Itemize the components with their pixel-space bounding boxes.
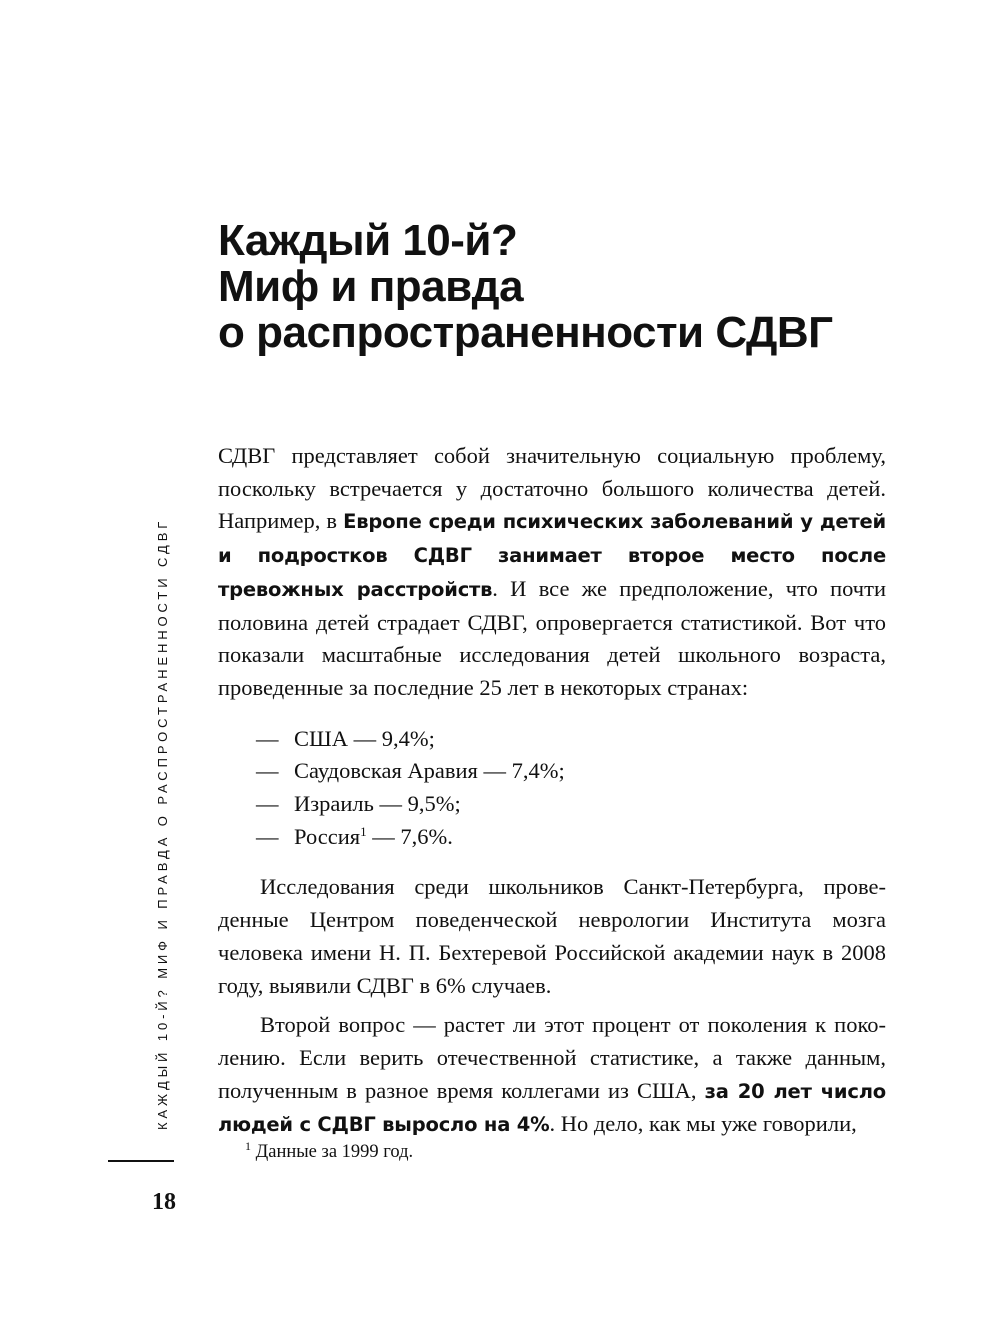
paragraph-second-question-text-1: Второй вопрос — растет ли этот процент от поколения к поколению. Если верить отечественной статистике, а также данным, полученным в разное время коллегами из США, — [218, 1012, 886, 1103]
list-item-usa — [256, 723, 886, 756]
paragraph-second-question-bold: за 20 лет число людей с СДВГ выросло на 4% — [218, 1079, 886, 1137]
list-dash: — — [256, 758, 279, 784]
list-item-text: США — 9,4%; — [294, 725, 435, 751]
paragraph-second-question — [218, 1009, 886, 1142]
footnote-reference: 1 — [360, 823, 367, 839]
paragraph-intro-text-1: СДВГ представляет собой значительную социальную проблему, поскольку встречается у достаточно большого количества детей. Например, в — [218, 443, 886, 534]
list-dash: — — [256, 823, 279, 849]
list-item-country: Россия — [294, 823, 361, 849]
list-item-rest: — 7,6%. — [366, 823, 453, 849]
footnote — [245, 1140, 413, 1164]
list-item-text: Саудовская Аравия — 7,4%; — [294, 758, 565, 784]
paragraph-st-petersburg: Исследования среди школьников Санкт-Петербурга, проведенные Центром поведенческой неврологии Института мозга человека имени Н. П. Бехтеревой Российской академии наук в 2008 году, выявили СДВГ в 6% случаев. — [218, 874, 886, 998]
page-number: 18 — [152, 1189, 176, 1215]
chapter-title-line-3: о распространенности СДВГ — [218, 308, 833, 357]
chapter-title — [218, 218, 918, 356]
list-item-saudi-arabia — [256, 755, 886, 788]
list-item-russia — [256, 821, 886, 854]
paragraph-intro — [218, 440, 886, 705]
paragraph-second-question-text-2: . Но дело, как мы уже говорили, — [549, 1111, 857, 1137]
chapter-title-line-2: Миф и правда — [218, 262, 524, 311]
stats-list — [218, 723, 886, 854]
chapter-title-line-1: Каждый 10-й? — [218, 216, 518, 265]
paragraph-intro-text-2: . И все же предположение, что почти половина детей страдает СДВГ, опровергается статистикой. Вот что показали масштабные исследования детей школьного возраста, проведенные за последние 25 лет в некоторых странах: — [218, 575, 886, 700]
footnote-mark: 1 — [245, 1139, 251, 1153]
margin-rule — [108, 1160, 174, 1162]
body-text — [218, 440, 886, 1142]
list-dash: — — [256, 725, 279, 751]
list-item-text: Израиль — 9,5%; — [294, 791, 461, 817]
list-dash: — — [256, 791, 279, 817]
paragraph-intro-bold: Европе среди психических заболеваний у детей и подростков СДВГ занимает второе место после тревожных расстройств — [218, 510, 886, 601]
footnote-text: Данные за 1999 год. — [251, 1142, 414, 1162]
list-item-israel — [256, 788, 886, 821]
running-head: КАЖДЫЙ 10-Й? МИФ И ПРАВДА О РАСПРОСТРАНЕННОСТИ СДВГ — [155, 517, 170, 1130]
